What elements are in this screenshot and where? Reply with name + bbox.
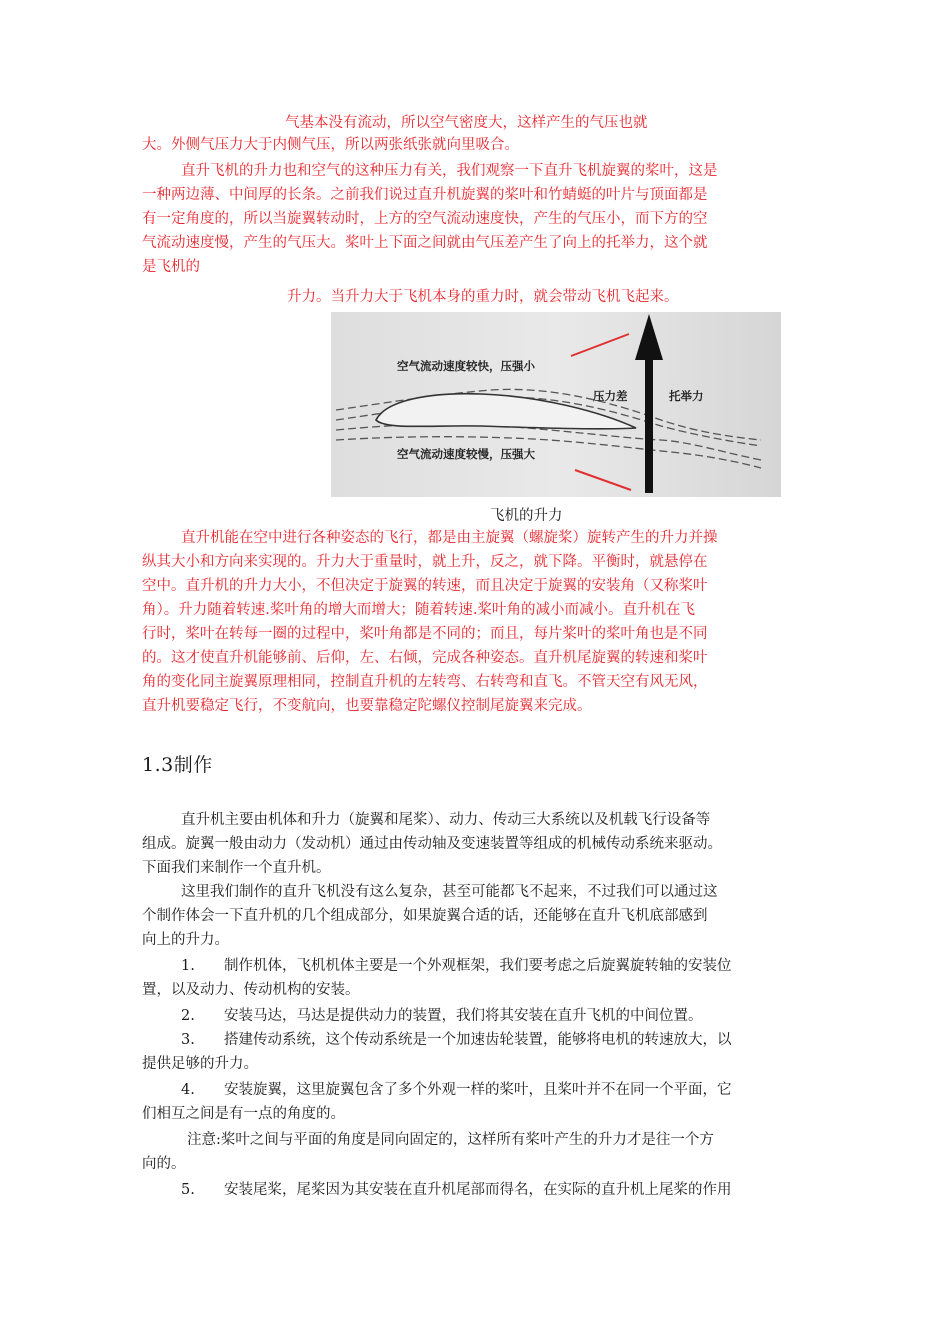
step-4-line-2: 们相互之间是有一点的角度的。 [142, 1106, 345, 1122]
step-2-line-1: 安装马达，马达是提供动力的装置，我们将其安装在直升飞机的中间位置。 [224, 1008, 703, 1024]
lift-paragraph-line-5: 是飞机的 [142, 259, 200, 275]
label-fast-low-pressure: 空气流动速度较快，压强小 [397, 359, 535, 373]
step-3-number: 3. [181, 1032, 195, 1048]
lift-paragraph-line-2: 一种两边薄、中间厚的长条。之前我们说过直升机旋翼的桨叶和竹蜻蜓的叶片与顶面都是 [142, 187, 708, 203]
lift-continuation-line-1: 气基本没有流动，所以空气密度大，这样产生的气压也就 [285, 115, 648, 131]
airfoil-lift-figure [331, 312, 781, 497]
figure-caption: 飞机的升力 [490, 508, 563, 524]
intro-line-2: 组成。旋翼一般由动力（发动机）通过由传动轴及变速装置等组成的机械传动系统来驱动。 [142, 836, 722, 852]
control-line-4: 角）。升力随着转速.桨叶角的增大而增大；随着转速.桨叶角的减小而减小。直升机在飞 [142, 602, 695, 618]
control-line-2: 纵其大小和方向来实现的。升力大于重量时，就上升，反之，就下降。平衡时，就悬停在 [142, 554, 708, 570]
intro-line-1: 直升机主要由机体和升力（旋翼和尾桨）、动力、传动三大系统以及机载飞行设备等 [181, 812, 711, 828]
control-line-1: 直升机能在空中进行各种姿态的飞行，都是由主旋翼（螺旋桨）旋转产生的升力并操 [181, 530, 718, 546]
step-4-line-1: 安装旋翼，这里旋翼包含了多个外观一样的桨叶，且桨叶并不在同一个平面，它 [224, 1082, 732, 1098]
lift-paragraph-line-3: 有一定角度的，所以当旋翼转动时，上方的空气流动速度快，产生的气压小，而下方的空 [142, 211, 708, 227]
step-3-line-1: 搭建传动系统，这个传动系统是一个加速齿轮装置，能够将电机的转速放大，以 [224, 1032, 732, 1048]
section-heading: 1.3制作 [142, 754, 213, 776]
label-slow-high-pressure: 空气流动速度较慢，压强大 [397, 447, 535, 461]
note-line-2: 向的。 [142, 1156, 186, 1172]
control-line-8: 直升机要稳定飞行，不变航向，也要靠稳定陀螺仪控制尾旋翼来完成。 [142, 698, 592, 714]
control-line-5: 行时，桨叶在转每一圈的过程中，桨叶角都是不同的；而且，每片桨叶的桨叶角也是不同 [142, 626, 708, 642]
step-1-line-1: 制作机体，飞机机体主要是一个外观框架，我们要考虑之后旋翼旋转轴的安装位 [224, 958, 732, 974]
lift-paragraph-line-1: 直升飞机的升力也和空气的这种压力有关，我们观察一下直升飞机旋翼的桨叶，这是 [181, 163, 718, 179]
intro-line-5: 个制作体会一下直升机的几个组成部分，如果旋翼合适的话，还能够在直升飞机底部感到 [142, 908, 708, 924]
lift-paragraph-line-6: 升力。当升力大于飞机本身的重力时，就会带动飞机飞起来。 [287, 289, 679, 305]
step-5-number: 5. [181, 1182, 195, 1198]
step-5-line-1: 安装尾桨，尾桨因为其安装在直升机尾部而得名，在实际的直升机上尾桨的作用 [224, 1182, 732, 1198]
note-line-1: 注意:桨叶之间与平面的角度是同向固定的，这样所有桨叶产生的升力才是往一个方 [187, 1132, 714, 1148]
control-line-3: 空中。直升机的升力大小，不但决定于旋翼的转速，而且决定于旋翼的安装角（又称桨叶 [142, 578, 708, 594]
step-2-number: 2. [181, 1008, 195, 1024]
label-lift-force: 托举力 [669, 389, 704, 403]
lift-paragraph-line-4: 气流动速度慢，产生的气压大。桨叶上下面之间就由气压差产生了向上的托举力，这个就 [142, 235, 708, 251]
intro-line-4: 这里我们制作的直升飞机没有这么复杂，甚至可能都飞不起来，不过我们可以通过这 [181, 884, 718, 900]
label-pressure-difference: 压力差 [593, 389, 628, 403]
lift-continuation-line-2: 大。外侧气压力大于内侧气压，所以两张纸张就向里吸合。 [142, 137, 519, 153]
intro-line-3: 下面我们来制作一个直升机。 [142, 860, 331, 876]
step-1-line-2: 置，以及动力、传动机构的安装。 [142, 982, 360, 998]
intro-line-6: 向上的升力。 [142, 932, 229, 948]
step-4-number: 4. [181, 1082, 195, 1098]
step-1-number: 1. [181, 958, 195, 974]
control-line-6: 的。这才使直升机能够前、后仰，左、右倾，完成各种姿态。直升机尾旋翼的转速和桨叶 [142, 650, 708, 666]
control-line-7: 角的变化同主旋翼原理相同，控制直升机的左转弯、右转弯和直飞。不管天空有风无风， [142, 674, 708, 690]
step-3-line-2: 提供足够的升力。 [142, 1056, 258, 1072]
